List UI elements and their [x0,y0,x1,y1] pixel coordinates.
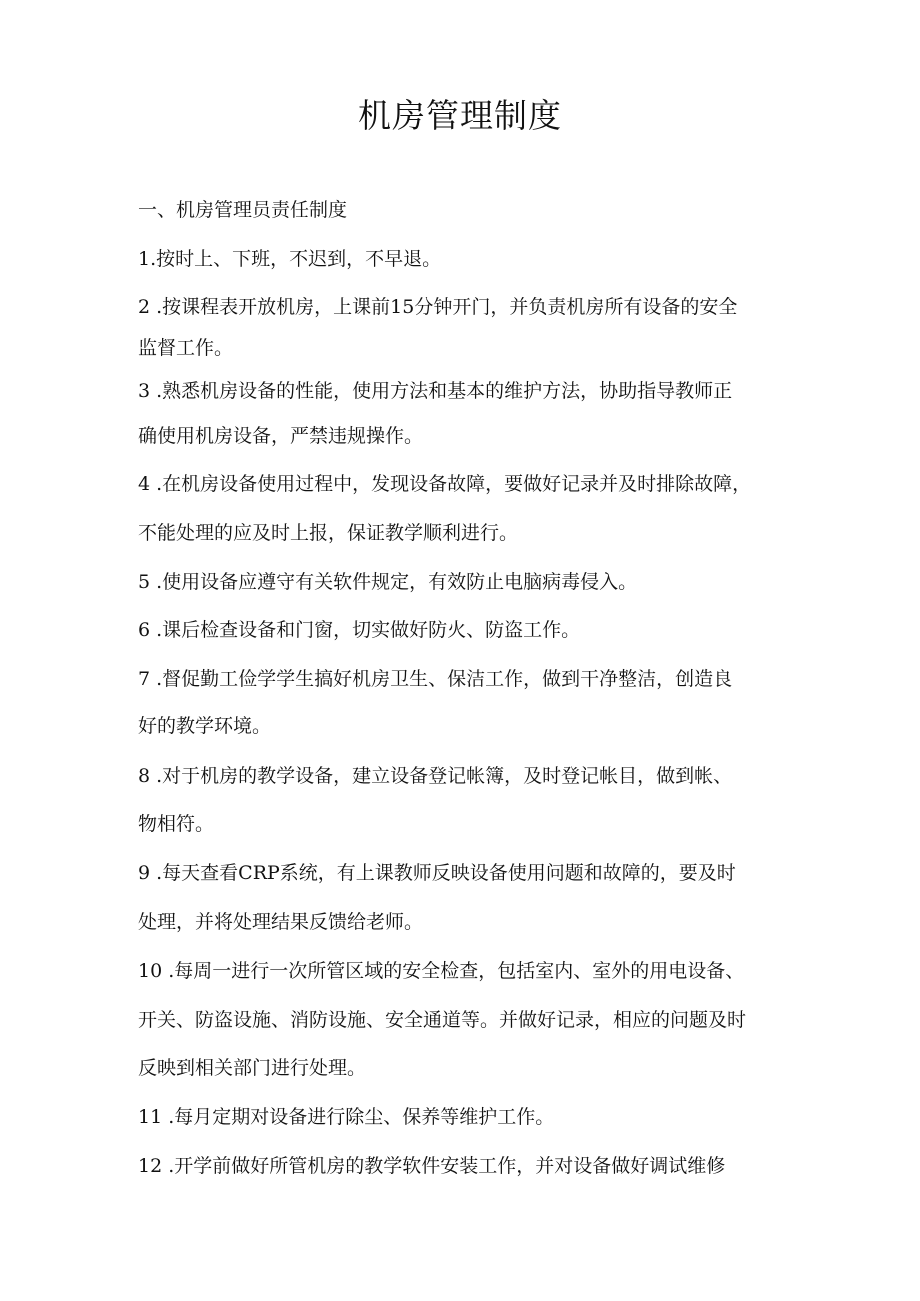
text-line-16: 10 .每周一进行一次所管区域的安全检查，包括室内、室外的用电设备、 [138,960,745,982]
text-line-10: 7 .督促勤工俭学学生搞好机房卫生、保洁工作，做到干净整洁，创造良 [138,668,733,690]
text-line-12: 8 .对于机房的教学设备，建立设备登记帐簿，及时登记帐目，做到帐、 [138,765,733,787]
text-line-15: 处理，并将处理结果反馈给老师。 [138,911,424,933]
page-title: 机房管理制度 [358,96,562,135]
text-line-4: 3 .熟悉机房设备的性能，使用方法和基本的维护方法，协助指导教师正 [138,380,733,402]
text-line-6: 4 .在机房设备使用过程中，发现设备故障，要做好记录并及时排除故障， [138,473,752,495]
text-line-13: 物相符。 [138,813,215,835]
text-line-1: 1.按时上、下班，不迟到，不早退。 [138,248,442,270]
text-line-20: 12 .开学前做好所管机房的教学软件安装工作，并对设备做好调试维修 [138,1155,726,1177]
text-line-5: 确使用机房设备，严禁违规操作。 [138,425,424,447]
text-line-11: 好的教学环境。 [138,715,272,737]
text-line-14: 9 .每天查看CRP系统，有上课教师反映设备使用问题和故障的，要及时 [138,862,736,884]
section-heading: 一、机房管理员责任制度 [138,199,348,221]
text-line-8: 5 .使用设备应遵守有关软件规定，有效防止电脑病毒侵入。 [138,571,638,593]
text-line-2: 2 .按课程表开放机房，上课前15分钟开门，并负责机房所有设备的安全 [138,296,738,318]
text-line-3: 监督工作。 [138,337,234,359]
text-line-18: 反映到相关部门进行处理。 [138,1057,367,1079]
text-line-19: 11 .每月定期对设备进行除尘、保养等维护工作。 [138,1106,555,1128]
text-line-17: 开关、防盗设施、消防设施、安全通道等。并做好记录，相应的问题及时 [138,1009,747,1031]
text-line-9: 6 .课后检查设备和门窗，切实做好防火、防盗工作。 [138,619,581,641]
text-line-7: 不能处理的应及时上报，保证教学顺利进行。 [138,522,519,544]
